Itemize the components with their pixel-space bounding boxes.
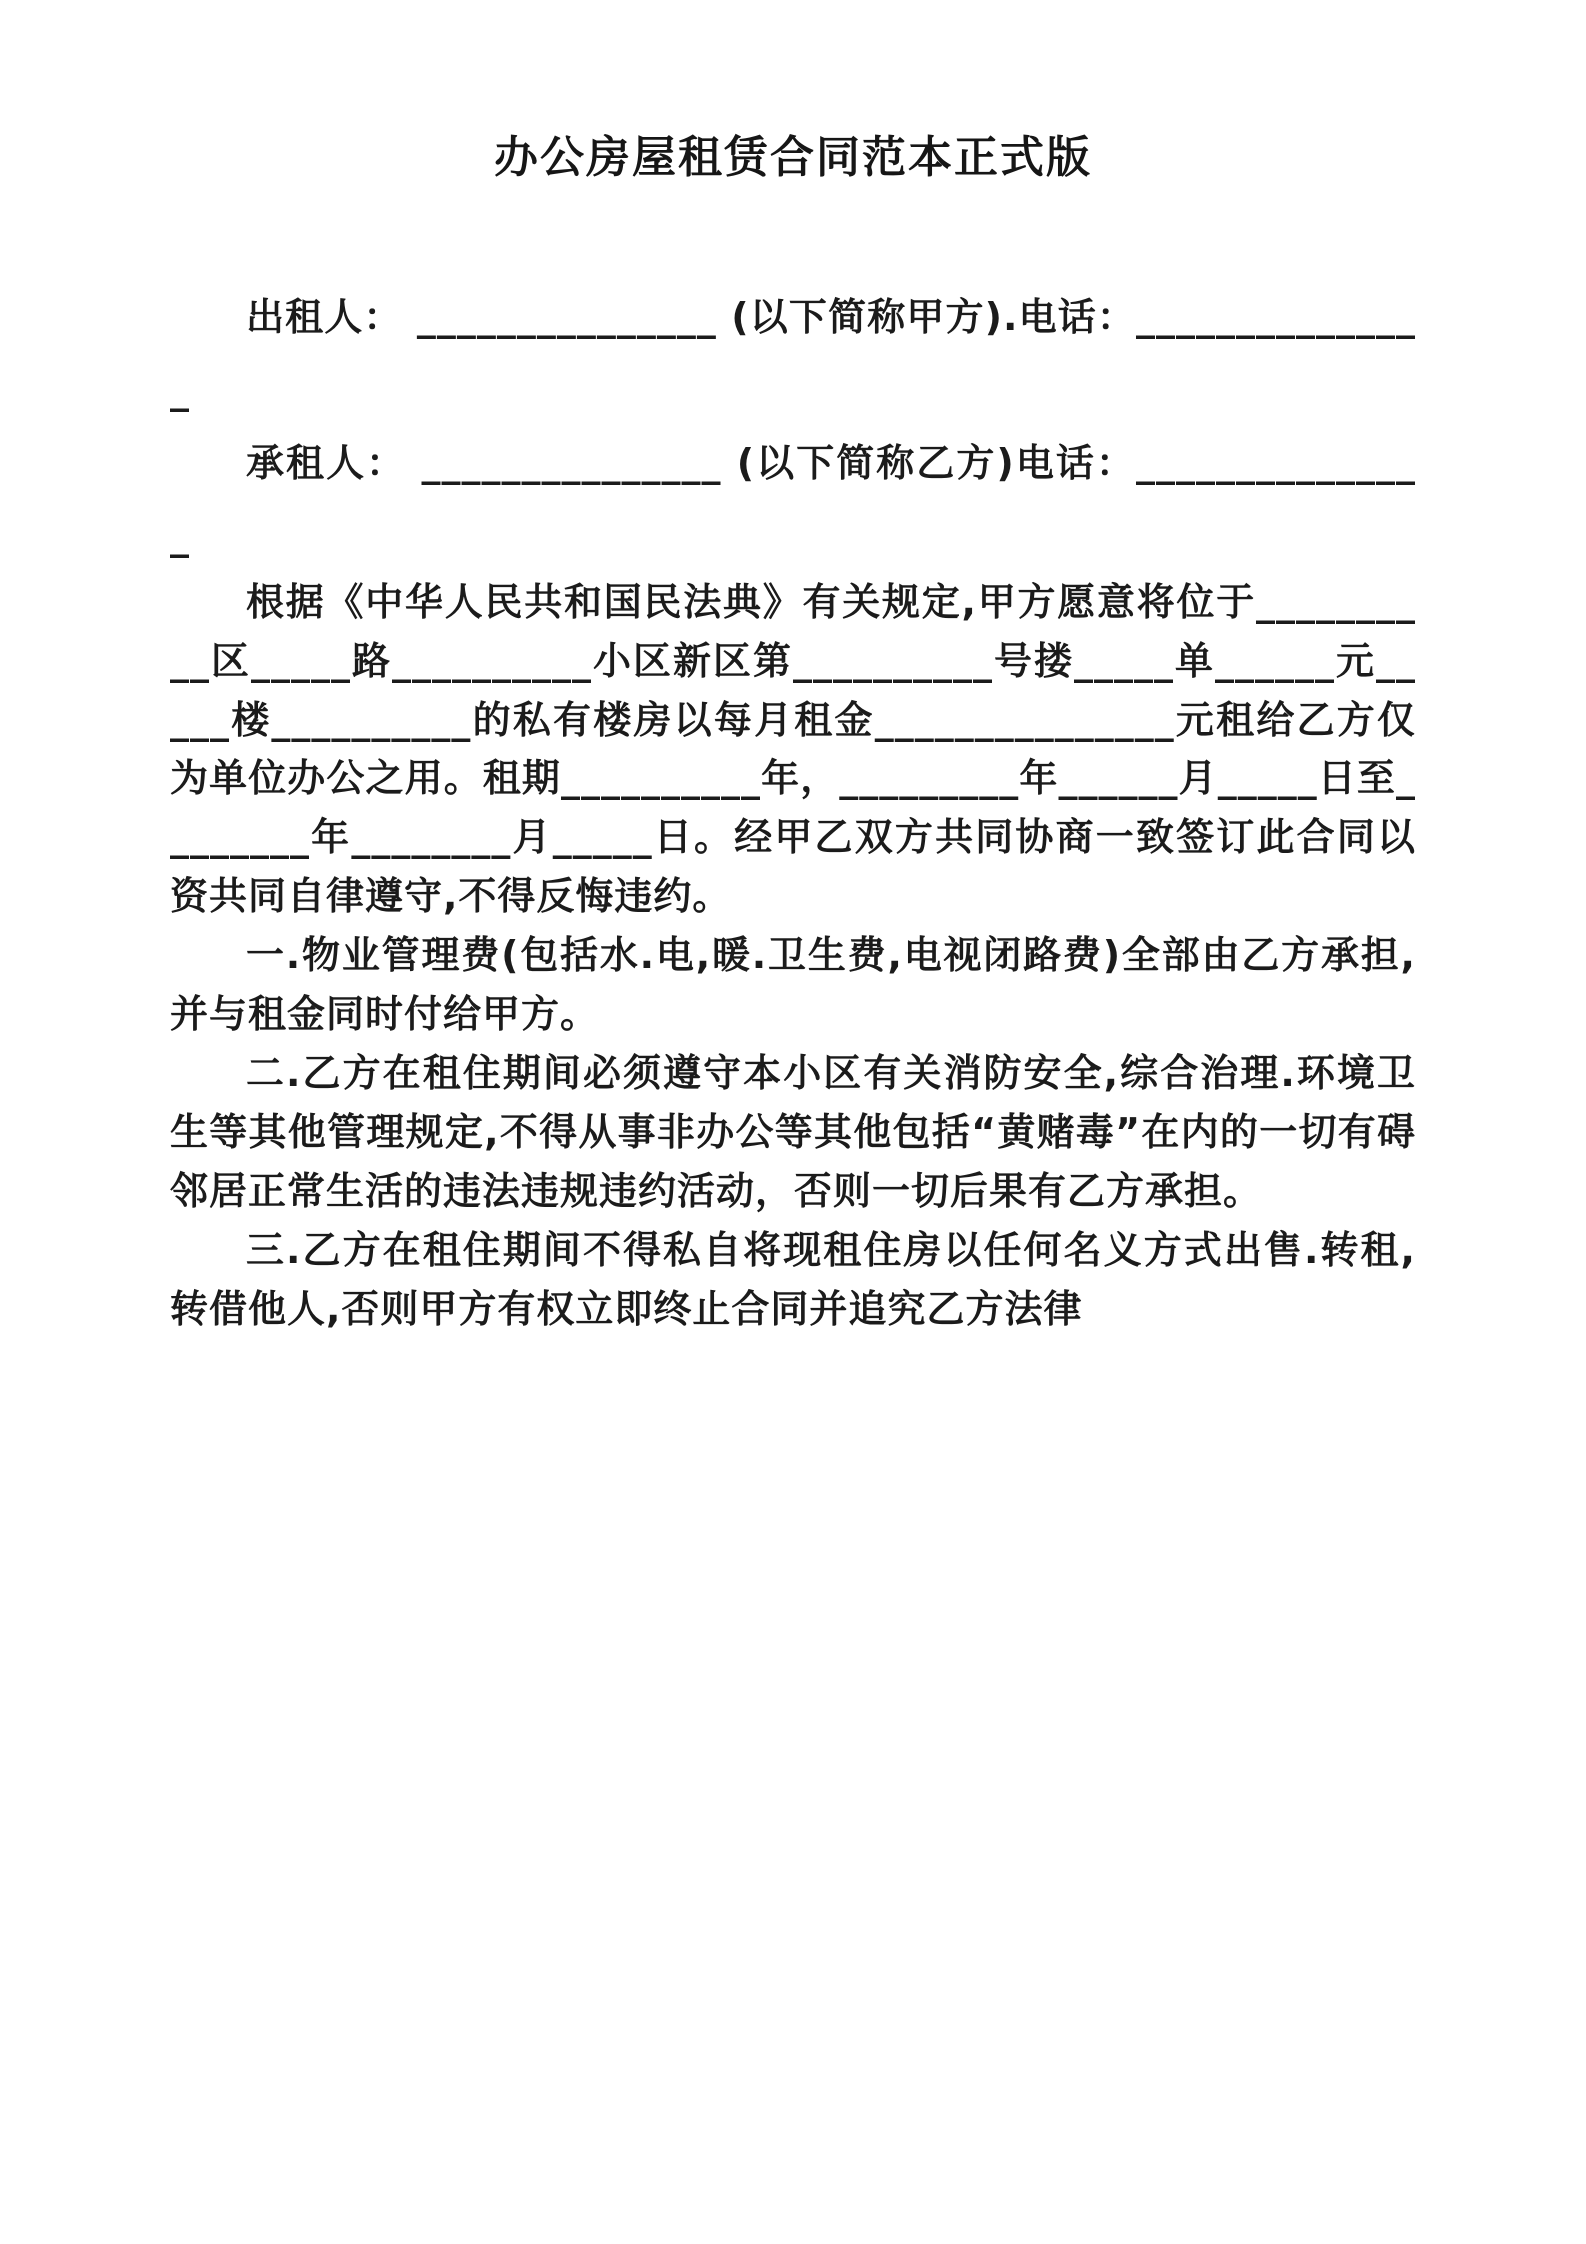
document-title: 办公房屋租赁合同范本正式版	[494, 132, 1092, 183]
paragraph-clause-3: 三.乙方在租住期间不得私自将现租住房以任何名义方式出售.转租,转借他人,否则甲方有权立即终止合同并追究乙方法律	[170, 1227, 1416, 1331]
paragraph-lessee: 承租人： _______________ (以下简称乙方)电话：_______________	[170, 440, 1416, 558]
paragraph-preamble: 根据《中华人民共和国民法典》有关规定,甲方愿意将位于__________区_____路__________小区新区第__________号搂_____单______元_____楼__________的私有楼房以每月租金_______________元租给乙方仅为单位办公之用。租期__________年，_________年______月_____日至________年________月_____日。经甲乙双方共同协商一致签订此合同以资共同自律遵守,不得反悔违约。	[170, 579, 1416, 919]
paragraph-clause-2: 二.乙方在租住期间必须遵守本小区有关消防安全,综合治理.环境卫生等其他管理规定,不得从事非办公等其他包括“黄赌毒”在内的一切有碍邻居正常生活的违法违规违约活动，否则一切后果有乙方承担。	[170, 1050, 1416, 1213]
paragraph-clause-1: 一.物业管理费(包括水.电,暖.卫生费,电视闭路费)全部由乙方承担,并与租金同时付给甲方。	[170, 933, 1416, 1037]
paragraph-lessor: 出租人： _______________ (以下简称甲方).电话：_______________	[170, 295, 1416, 412]
